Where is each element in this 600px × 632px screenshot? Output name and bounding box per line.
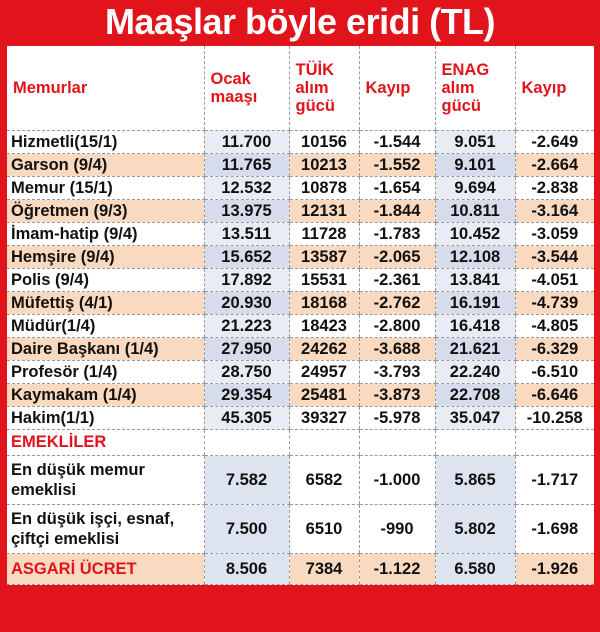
cell-kayip-enag: -6.329	[515, 338, 594, 361]
cell-kayip-tuik: -2.800	[359, 315, 435, 338]
cell-label: Memur (15/1)	[7, 177, 204, 200]
cell-label: Müfettiş (4/1)	[7, 292, 204, 315]
cell-label: En düşük memur emeklisi	[7, 456, 204, 505]
cell-label: Polis (9/4)	[7, 269, 204, 292]
cell-enag: 21.621	[435, 338, 515, 361]
cell-kayip-tuik: -2.762	[359, 292, 435, 315]
cell-kayip-tuik: -1.122	[359, 554, 435, 585]
cell-ocak: 13.975	[204, 200, 289, 223]
cell-tuik: 24262	[289, 338, 359, 361]
cell-enag: 5.802	[435, 505, 515, 554]
table-row	[7, 338, 594, 361]
cell-label: Öğretmen (9/3)	[7, 200, 204, 223]
cell-label: Kaymakam (1/4)	[7, 384, 204, 407]
cell-kayip-enag: -2.649	[515, 131, 594, 154]
cell-kayip-tuik: -1.654	[359, 177, 435, 200]
header-ocak: Ocak maaşı	[204, 46, 289, 131]
section-empty-cell	[289, 430, 359, 456]
cell-ocak: 15.652	[204, 246, 289, 269]
section-row-emekliler	[7, 430, 594, 456]
cell-ocak: 45.305	[204, 407, 289, 430]
cell-kayip-enag: -2.664	[515, 154, 594, 177]
cell-ocak: 12.532	[204, 177, 289, 200]
cell-tuik: 6510	[289, 505, 359, 554]
cell-kayip-tuik: -1.783	[359, 223, 435, 246]
cell-tuik: 25481	[289, 384, 359, 407]
cell-enag: 9.694	[435, 177, 515, 200]
cell-kayip-tuik: -3.873	[359, 384, 435, 407]
cell-kayip-enag: -1.926	[515, 554, 594, 585]
cell-kayip-tuik: -2.361	[359, 269, 435, 292]
section-empty-cell	[435, 430, 515, 456]
cell-kayip-enag: -4.805	[515, 315, 594, 338]
cell-label: Müdür(1/4)	[7, 315, 204, 338]
cell-label: En düşük işçi, esnaf, çiftçi emeklisi	[7, 505, 204, 554]
cell-tuik: 6582	[289, 456, 359, 505]
table-row	[7, 246, 594, 269]
table-row	[7, 269, 594, 292]
cell-kayip-tuik: -3.793	[359, 361, 435, 384]
minimum-wage-row	[7, 554, 594, 585]
table-row	[7, 154, 594, 177]
cell-enag: 9.051	[435, 131, 515, 154]
cell-ocak: 29.354	[204, 384, 289, 407]
cell-tuik: 13587	[289, 246, 359, 269]
cell-ocak: 7.582	[204, 456, 289, 505]
salary-table	[7, 46, 594, 585]
cell-kayip-tuik: -1.552	[359, 154, 435, 177]
cell-ocak: 13.511	[204, 223, 289, 246]
header-kayip-enag: Kayıp	[515, 46, 594, 131]
cell-ocak: 7.500	[204, 505, 289, 554]
cell-kayip-tuik: -990	[359, 505, 435, 554]
cell-tuik: 7384	[289, 554, 359, 585]
cell-ocak: 20.930	[204, 292, 289, 315]
cell-tuik: 39327	[289, 407, 359, 430]
cell-tuik: 18423	[289, 315, 359, 338]
cell-enag: 13.841	[435, 269, 515, 292]
cell-kayip-enag: -3.544	[515, 246, 594, 269]
table-row	[7, 361, 594, 384]
cell-kayip-tuik: -1.844	[359, 200, 435, 223]
cell-label: Hemşire (9/4)	[7, 246, 204, 269]
cell-label: Hakim(1/1)	[7, 407, 204, 430]
cell-enag: 12.108	[435, 246, 515, 269]
cell-ocak: 28.750	[204, 361, 289, 384]
cell-kayip-tuik: -1.000	[359, 456, 435, 505]
table-row	[7, 292, 594, 315]
cell-enag: 16.418	[435, 315, 515, 338]
cell-kayip-enag: -10.258	[515, 407, 594, 430]
cell-kayip-enag: -4.051	[515, 269, 594, 292]
cell-tuik: 10156	[289, 131, 359, 154]
cell-ocak: 27.950	[204, 338, 289, 361]
cell-tuik: 18168	[289, 292, 359, 315]
cell-kayip-tuik: -5.978	[359, 407, 435, 430]
cell-enag: 9.101	[435, 154, 515, 177]
cell-tuik: 11728	[289, 223, 359, 246]
cell-label: İmam-hatip (9/4)	[7, 223, 204, 246]
table-row	[7, 131, 594, 154]
section-empty-cell	[515, 430, 594, 456]
cell-enag: 35.047	[435, 407, 515, 430]
pensioner-row	[7, 505, 594, 554]
cell-label: Hizmetli(15/1)	[7, 131, 204, 154]
cell-kayip-enag: -6.510	[515, 361, 594, 384]
table-row	[7, 315, 594, 338]
cell-enag: 16.191	[435, 292, 515, 315]
pensioner-row	[7, 456, 594, 505]
cell-kayip-enag: -1.698	[515, 505, 594, 554]
cell-kayip-enag: -2.838	[515, 177, 594, 200]
table-row	[7, 407, 594, 430]
header-memurlar: Memurlar	[7, 46, 204, 131]
header-kayip-tuik: Kayıp	[359, 46, 435, 131]
section-empty-cell	[204, 430, 289, 456]
cell-enag: 10.452	[435, 223, 515, 246]
cell-tuik: 24957	[289, 361, 359, 384]
table-row	[7, 384, 594, 407]
cell-ocak: 8.506	[204, 554, 289, 585]
cell-ocak: 17.892	[204, 269, 289, 292]
cell-label: Garson (9/4)	[7, 154, 204, 177]
cell-label: ASGARİ ÜCRET	[7, 554, 204, 585]
cell-kayip-enag: -3.059	[515, 223, 594, 246]
cell-enag: 22.240	[435, 361, 515, 384]
cell-kayip-enag: -4.739	[515, 292, 594, 315]
cell-ocak: 21.223	[204, 315, 289, 338]
cell-kayip-tuik: -3.688	[359, 338, 435, 361]
cell-kayip-tuik: -1.544	[359, 131, 435, 154]
table-row	[7, 177, 594, 200]
header-tuik: TÜİK alım gücü	[289, 46, 359, 131]
cell-kayip-enag: -6.646	[515, 384, 594, 407]
cell-enag: 6.580	[435, 554, 515, 585]
cell-tuik: 15531	[289, 269, 359, 292]
page-title: Maaşlar böyle eridi (TL)	[104, 1, 496, 42]
cell-kayip-enag: -1.717	[515, 456, 594, 505]
table-header-row	[7, 46, 594, 131]
cell-enag: 22.708	[435, 384, 515, 407]
cell-tuik: 12131	[289, 200, 359, 223]
cell-label: Daire Başkanı (1/4)	[7, 338, 204, 361]
cell-kayip-tuik: -2.065	[359, 246, 435, 269]
cell-ocak: 11.765	[204, 154, 289, 177]
header-enag: ENAG alım gücü	[435, 46, 515, 131]
section-empty-cell	[359, 430, 435, 456]
cell-kayip-enag: -3.164	[515, 200, 594, 223]
section-label-emekliler: EMEKLİLER	[7, 430, 204, 456]
cell-label: Profesör (1/4)	[7, 361, 204, 384]
cell-tuik: 10213	[289, 154, 359, 177]
table-row	[7, 200, 594, 223]
cell-enag: 5.865	[435, 456, 515, 505]
cell-ocak: 11.700	[204, 131, 289, 154]
cell-tuik: 10878	[289, 177, 359, 200]
cell-enag: 10.811	[435, 200, 515, 223]
table-row	[7, 223, 594, 246]
